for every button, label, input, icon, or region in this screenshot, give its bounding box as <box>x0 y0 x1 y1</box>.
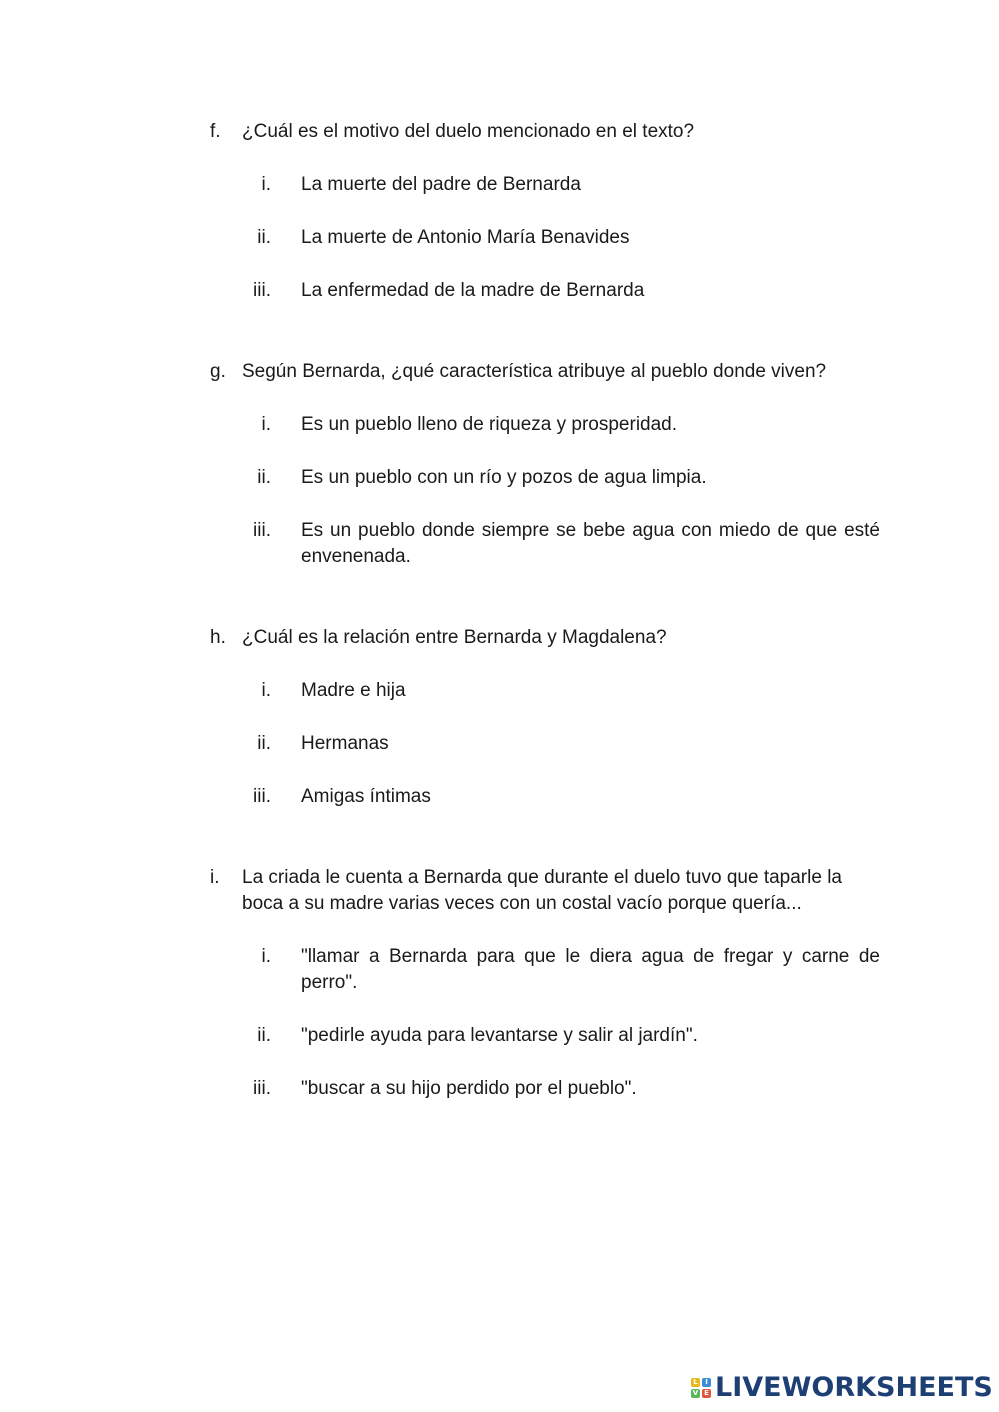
option-number: i. <box>261 680 271 701</box>
question-text: Según Bernarda, ¿qué característica atribuye al pueblo donde viven? <box>242 361 827 382</box>
logo-mark-cell: I <box>702 1378 711 1387</box>
question-letter: f. <box>210 121 221 142</box>
question-g <box>210 359 880 570</box>
question-h <box>210 625 880 810</box>
option-list <box>210 678 880 810</box>
option-number: iii. <box>253 520 271 541</box>
option-item[interactable] <box>210 465 880 491</box>
option-text: "llamar a Bernarda para que le diera agua de fregar y carne de perro". <box>301 946 880 993</box>
option-number: iii. <box>253 786 271 807</box>
option-item[interactable] <box>210 278 880 304</box>
option-text: "buscar a su hijo perdido por el pueblo". <box>301 1078 637 1099</box>
question-stem <box>210 625 880 651</box>
option-number: i. <box>261 174 271 195</box>
question-letter: i. <box>210 867 220 888</box>
option-list <box>210 172 880 304</box>
question-letter: g. <box>210 361 226 382</box>
option-text: Es un pueblo lleno de riqueza y prosperidad. <box>301 414 678 435</box>
option-item[interactable] <box>210 678 880 704</box>
option-number: ii. <box>257 467 271 488</box>
question-stem <box>210 865 880 917</box>
option-number: ii. <box>257 733 271 754</box>
option-item[interactable] <box>210 172 880 198</box>
option-item[interactable] <box>210 944 880 996</box>
option-text: Es un pueblo con un río y pozos de agua limpia. <box>301 467 707 488</box>
question-i <box>210 865 880 1102</box>
option-text: La muerte de Antonio María Benavides <box>301 227 630 248</box>
option-number: ii. <box>257 227 271 248</box>
option-number: i. <box>261 946 271 967</box>
question-text: ¿Cuál es el motivo del duelo mencionado en el texto? <box>242 121 695 142</box>
option-number: ii. <box>257 1025 271 1046</box>
liveworksheets-logo[interactable] <box>691 1373 993 1403</box>
logo-mark-cell: E <box>702 1389 711 1398</box>
question-f <box>210 119 880 304</box>
option-text: La muerte del padre de Bernarda <box>301 174 581 195</box>
question-stem <box>210 359 880 385</box>
option-number: iii. <box>253 280 271 301</box>
option-text: La enfermedad de la madre de Bernarda <box>301 280 645 301</box>
question-text: ¿Cuál es la relación entre Bernarda y Magdalena? <box>242 627 667 648</box>
option-number: iii. <box>253 1078 271 1099</box>
question-stem <box>210 119 880 145</box>
question-text: La criada le cuenta a Bernarda que durante el duelo tuvo que taparle la boca a su madre varias veces con un costal vacío porque quería... <box>242 867 842 914</box>
option-text: Hermanas <box>301 733 389 754</box>
option-item[interactable] <box>210 731 880 757</box>
option-item[interactable] <box>210 225 880 251</box>
option-item[interactable] <box>210 1023 880 1049</box>
option-item[interactable] <box>210 784 880 810</box>
logo-mark-cell: L <box>691 1378 700 1387</box>
option-text: Madre e hija <box>301 680 406 701</box>
option-item[interactable] <box>210 1076 880 1102</box>
option-number: i. <box>261 414 271 435</box>
option-list <box>210 944 880 1102</box>
option-text: Amigas íntimas <box>301 786 431 807</box>
option-item[interactable] <box>210 412 880 438</box>
option-text: "pedirle ayuda para levantarse y salir al jardín". <box>301 1025 698 1046</box>
question-letter: h. <box>210 627 226 648</box>
option-item[interactable] <box>210 518 880 570</box>
option-list <box>210 412 880 570</box>
logo-text: LIVEWORKSHEETS <box>715 1372 993 1403</box>
logo-mark-cell: V <box>692 1389 699 1397</box>
logo-mark-icon <box>691 1378 711 1398</box>
option-text: Es un pueblo donde siempre se bebe agua con miedo de que esté envenenada. <box>301 520 880 567</box>
